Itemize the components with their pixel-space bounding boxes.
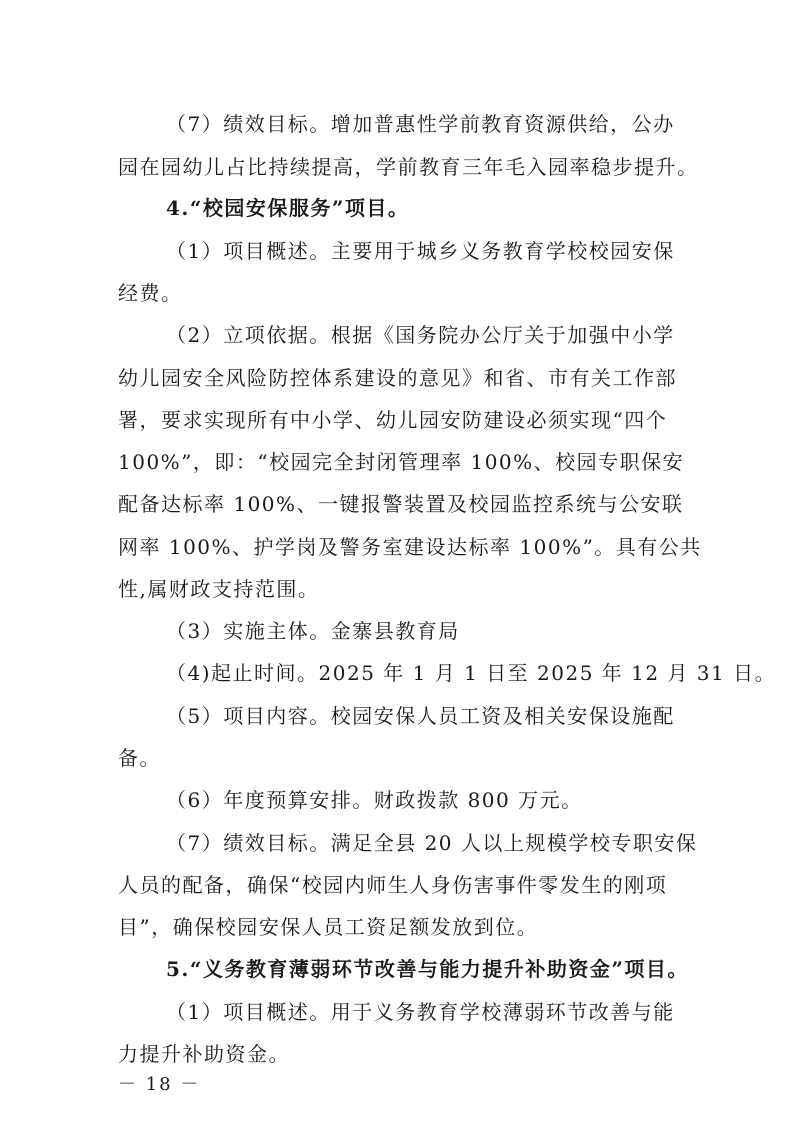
paragraph-line: 幼儿园安全风险防控体系建设的意见》和省、市有关工作部 <box>118 366 677 390</box>
paragraph-line: 经费。 <box>118 281 183 305</box>
paragraph-line: （7）绩效目标。增加普惠性学前教育资源供给，公办 <box>166 112 675 136</box>
section-heading: 5.“义务教育薄弱环节改善与能力提升补助资金”项目。 <box>166 957 689 981</box>
section-heading: 4.“校园安保服务”项目。 <box>166 196 410 220</box>
paragraph-line: （3）实施主体。金寨县教育局 <box>166 619 460 643</box>
paragraph-line: 人员的配备，确保“校园内师生人身伤害事件零发生的刚项 <box>118 873 668 897</box>
paragraph-line: 备。 <box>118 746 161 770</box>
paragraph-line: （2）立项依据。根据《国务院办公厅关于加强中小学 <box>166 323 675 347</box>
page-number: － 18 － <box>118 1074 201 1095</box>
paragraph-line: （6）年度预算安排。财政拨款 800 万元。 <box>166 788 583 812</box>
paragraph-line: 目”，确保校园安保人员工资足额发放到位。 <box>118 915 539 939</box>
paragraph-line: （5）项目内容。校园安保人员工资及相关安保设施配 <box>166 704 675 728</box>
paragraph-line: （1）项目概述。主要用于城乡义务教育学校校园安保 <box>166 239 675 263</box>
paragraph-line: （1）项目概述。用于义务教育学校薄弱环节改善与能 <box>166 1000 675 1024</box>
paragraph-line: 署，要求实现所有中小学、幼儿园安防建设必须实现“四个 <box>118 408 668 432</box>
paragraph-line: （7）绩效目标。满足全县 20 人以上规模学校专职安保 <box>166 831 698 855</box>
paragraph-line: （4)起止时间。2025 年 1 月 1 日至 2025 年 12 月 31 日。 <box>166 661 777 685</box>
paragraph-line: 配备达标率 100%、一键报警装置及校园监控系统与公安联 <box>118 492 684 516</box>
paragraph-line: 性,属财政支持范围。 <box>118 577 320 601</box>
paragraph-line: 100%”，即：“校园完全封闭管理率 100%、校园专职保安 <box>118 450 685 474</box>
paragraph-line: 网率 100%、护学岗及警务室建设达标率 100%”。具有公共 <box>118 535 702 559</box>
paragraph-line: 园在园幼儿占比持续提高，学前教育三年毛入园率稳步提升。 <box>118 155 699 179</box>
paragraph-line: 力提升补助资金。 <box>118 1042 290 1066</box>
